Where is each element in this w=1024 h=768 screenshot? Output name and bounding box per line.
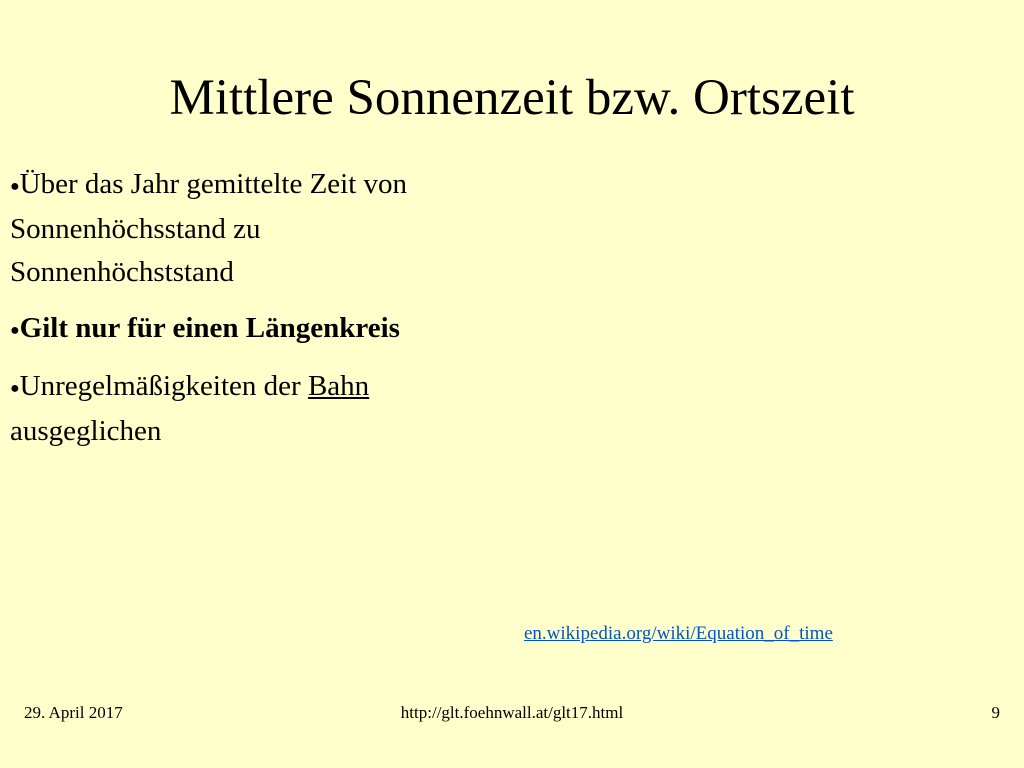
- wikipedia-link[interactable]: en.wikipedia.org/wiki/Equation_of_time: [524, 623, 833, 644]
- bullet-item-irregularities: [10, 365, 460, 453]
- slide-title: Mittlere Sonnenzeit bzw. Ortszeit: [169, 70, 855, 126]
- bullet-text: Über das Jahr gemittelte Zeit von Sonnenhöchsstand zu Sonnenhöchststand: [10, 168, 408, 288]
- bullet-dot-icon: ●: [10, 178, 20, 195]
- footer-url: http://glt.foehnwall.at/glt17.html: [400, 703, 624, 722]
- footer-date: 29. April 2017: [24, 703, 123, 722]
- bullet-text: Gilt nur für einen Längenkreis: [19, 312, 400, 344]
- page-number: 9: [991, 703, 1000, 722]
- bullet-dot-icon: ●: [10, 380, 20, 397]
- bullet-list: [10, 163, 460, 466]
- bullet-text-before: Unregelmäßigkeiten der: [19, 370, 308, 402]
- bullet-item-meridian: [10, 307, 460, 352]
- bullet-text-after: ausgeglichen: [10, 415, 162, 447]
- bullet-item-yearly-average: [10, 163, 460, 294]
- bullet-underlined-word: Bahn: [307, 370, 370, 402]
- bullet-dot-icon: ●: [10, 322, 20, 339]
